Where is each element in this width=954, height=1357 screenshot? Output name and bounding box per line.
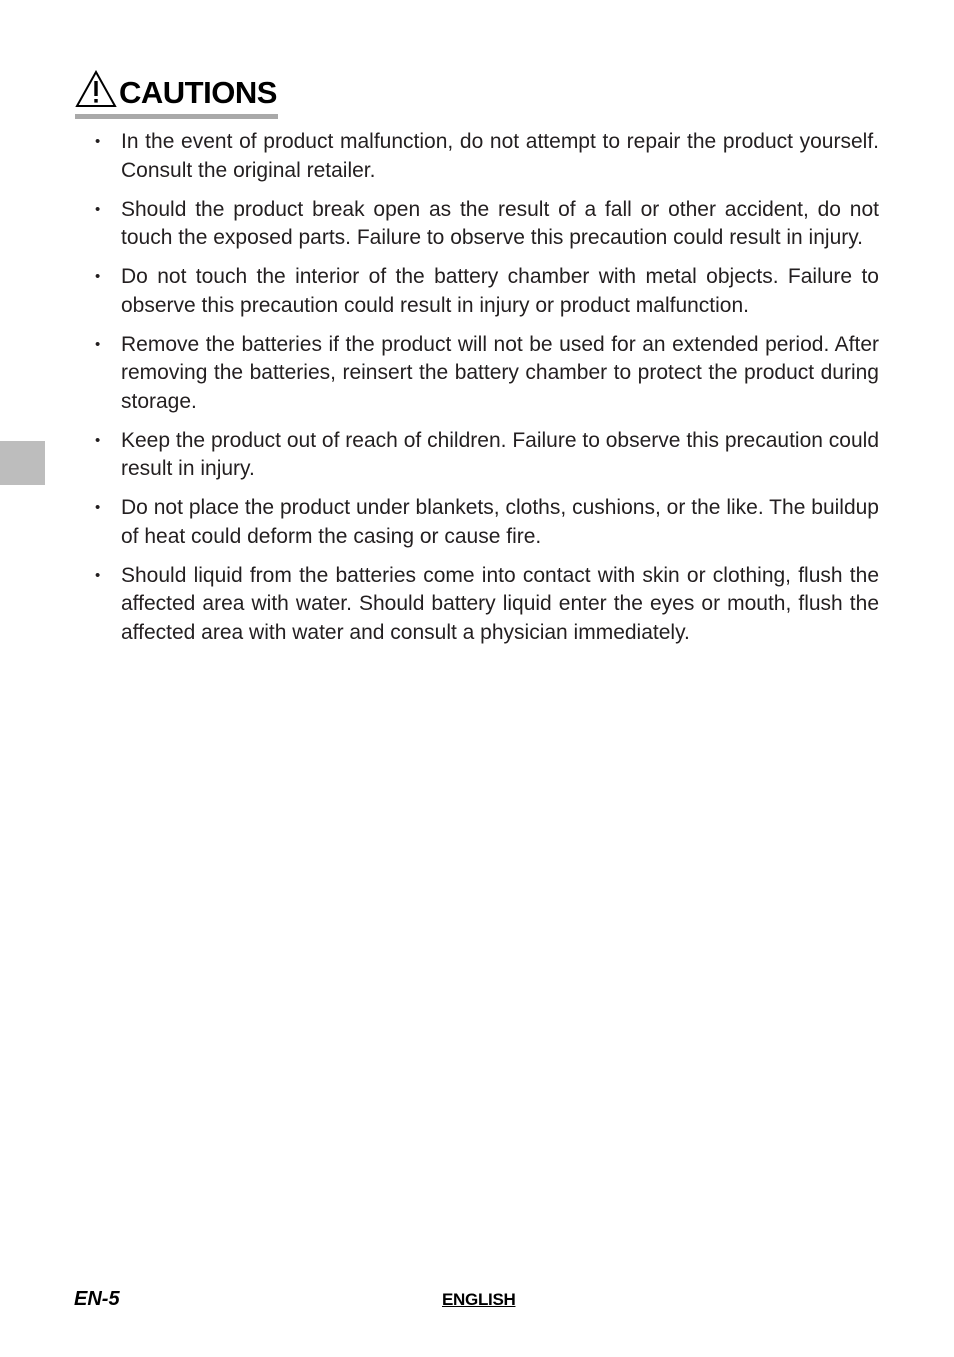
bullet: • — [95, 431, 101, 449]
list-item — [93, 427, 879, 484]
list-item — [93, 263, 879, 320]
list-item — [93, 196, 879, 253]
list-item — [93, 562, 879, 648]
page-title: CAUTIONS — [119, 75, 277, 110]
caution-list — [93, 128, 879, 658]
bullet: • — [95, 133, 101, 150]
section-heading — [75, 66, 278, 119]
caution-text: Do not place the product under blankets, cloths, cushions, or the like. The buildup of heat could deform the casing or cause fire. — [121, 496, 879, 548]
warning-triangle-icon — [75, 70, 117, 108]
caution-text: Do not touch the interior of the battery chamber with metal objects. Failure to observe this precaution could result in injury or product malfunction. — [121, 265, 879, 317]
bullet: • — [95, 499, 101, 516]
caution-text: Remove the batteries if the product will not be used for an extended period. After removing the batteries, reinsert the battery chamber to protect the product during storage. — [121, 332, 879, 413]
section-tab — [0, 441, 45, 485]
list-item — [93, 128, 879, 185]
list-item — [93, 494, 879, 551]
page-number: EN-5 — [74, 1288, 120, 1310]
language-label: ENGLISH — [442, 1290, 516, 1309]
bullet: • — [95, 200, 101, 218]
bullet: • — [95, 566, 101, 584]
bullet: • — [95, 268, 101, 285]
list-item — [93, 331, 879, 417]
caution-text: Should the product break open as the result of a fall or other accident, do not touch the exposed parts. Failure to observe this precaution could result in injury. — [121, 197, 879, 249]
caution-text: In the event of product malfunction, do not attempt to repair the product yourself. Consult the original retailer. — [121, 130, 879, 182]
caution-text: Should liquid from the batteries come into contact with skin or clothing, flush the affected area with water. Should battery liquid enter the eyes or mouth, flush the affected area with water and consult a physician immediately. — [121, 563, 879, 644]
bullet: • — [95, 335, 101, 353]
caution-text: Keep the product out of reach of children. Failure to observe this precaution could result in injury. — [121, 428, 879, 480]
